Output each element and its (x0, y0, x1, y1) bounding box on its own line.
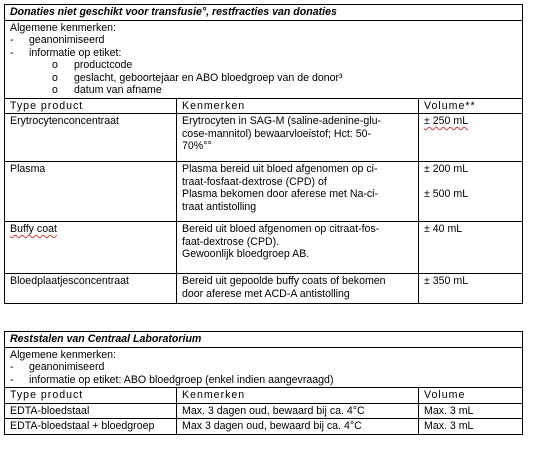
general-label: Algemene kenmerken: (10, 21, 116, 34)
list-item: - informatie op etiket: (10, 46, 122, 59)
sub-list-item: o geslacht, geboortejaar en ABO bloedgroep van de donor³ (52, 71, 343, 84)
general-characteristics (5, 347, 523, 388)
table-row (5, 419, 523, 435)
table-row (5, 114, 523, 162)
cell-type: EDTA-bloedstaal (5, 403, 177, 419)
cell-type: Bloedplaatjesconcentraat (5, 274, 177, 304)
sub-list-item: o datum van afname (52, 84, 162, 96)
table-row (5, 222, 523, 274)
table-title: Reststalen van Centraal Laboratorium (5, 332, 523, 348)
header-kenmerken: Kenmerken (177, 98, 419, 114)
cell-type: Plasma (5, 162, 177, 222)
cell-kenmerken: Bereid uit bloed afgenomen op citraat-fos- faat-dextrose (CPD). Gewoonlijk bloedgroep AB. (177, 222, 419, 274)
table-row (5, 274, 523, 304)
header-volume: Volume (419, 388, 523, 404)
cell-volume: ± 250 mL (419, 114, 523, 162)
lab-samples-table (4, 331, 523, 435)
header-kenmerken: Kenmerken (177, 388, 419, 404)
header-type: Type product (5, 388, 177, 404)
cell-type: Buffy coat (5, 222, 177, 274)
cell-volume: Max. 3 mL (419, 403, 523, 419)
cell-kenmerken: Max. 3 dagen oud, bewaard bij ca. 4°C (177, 403, 419, 419)
cell-type: EDTA-bloedstaal + bloedgroep (5, 419, 177, 435)
cell-volume: Max. 3 mL (419, 419, 523, 435)
header-type: Type product (5, 98, 177, 114)
list-item: - informatie op etiket: ABO bloedgroep (enkel indien aangevraagd) (10, 373, 334, 386)
list-item: - geanonimiseerd (10, 34, 105, 46)
cell-kenmerken: Plasma bereid uit bloed afgenomen op ci- traat-fosfaat-dextrose (CPD) of Plasma bekomen door aferese met Na-ci- traat antistolling (177, 162, 419, 222)
cell-volume: ± 40 mL (419, 222, 523, 274)
donations-table (4, 4, 523, 304)
cell-volume: ± 200 mL ± 500 mL (419, 162, 523, 222)
cell-kenmerken: Max 3 dagen oud, bewaard bij ca. 4°C (177, 419, 419, 435)
table-header-row (5, 98, 523, 114)
list-item: - geanonimiseerd (10, 361, 105, 373)
table-row (5, 162, 523, 222)
header-volume: Volume** (419, 98, 523, 114)
cell-kenmerken: Bereid uit gepoolde buffy coats of bekomen door aferese met ACD-A antistolling (177, 274, 419, 304)
table-title: Donaties niet geschikt voor transfusie°, restfracties van donaties (5, 5, 523, 21)
cell-volume: ± 350 mL (419, 274, 523, 304)
sub-list-item: o productcode (52, 59, 133, 71)
cell-type: Erytrocytenconcentraat (5, 114, 177, 162)
general-label: Algemene kenmerken: (10, 348, 116, 361)
general-characteristics (5, 20, 523, 98)
table-header-row (5, 388, 523, 404)
cell-kenmerken: Erytrocyten in SAG-M (saline-adenine-glu- cose-mannitol) bewaarvloeistof; Hct: 50- 70%°° (177, 114, 419, 162)
table-row (5, 403, 523, 419)
